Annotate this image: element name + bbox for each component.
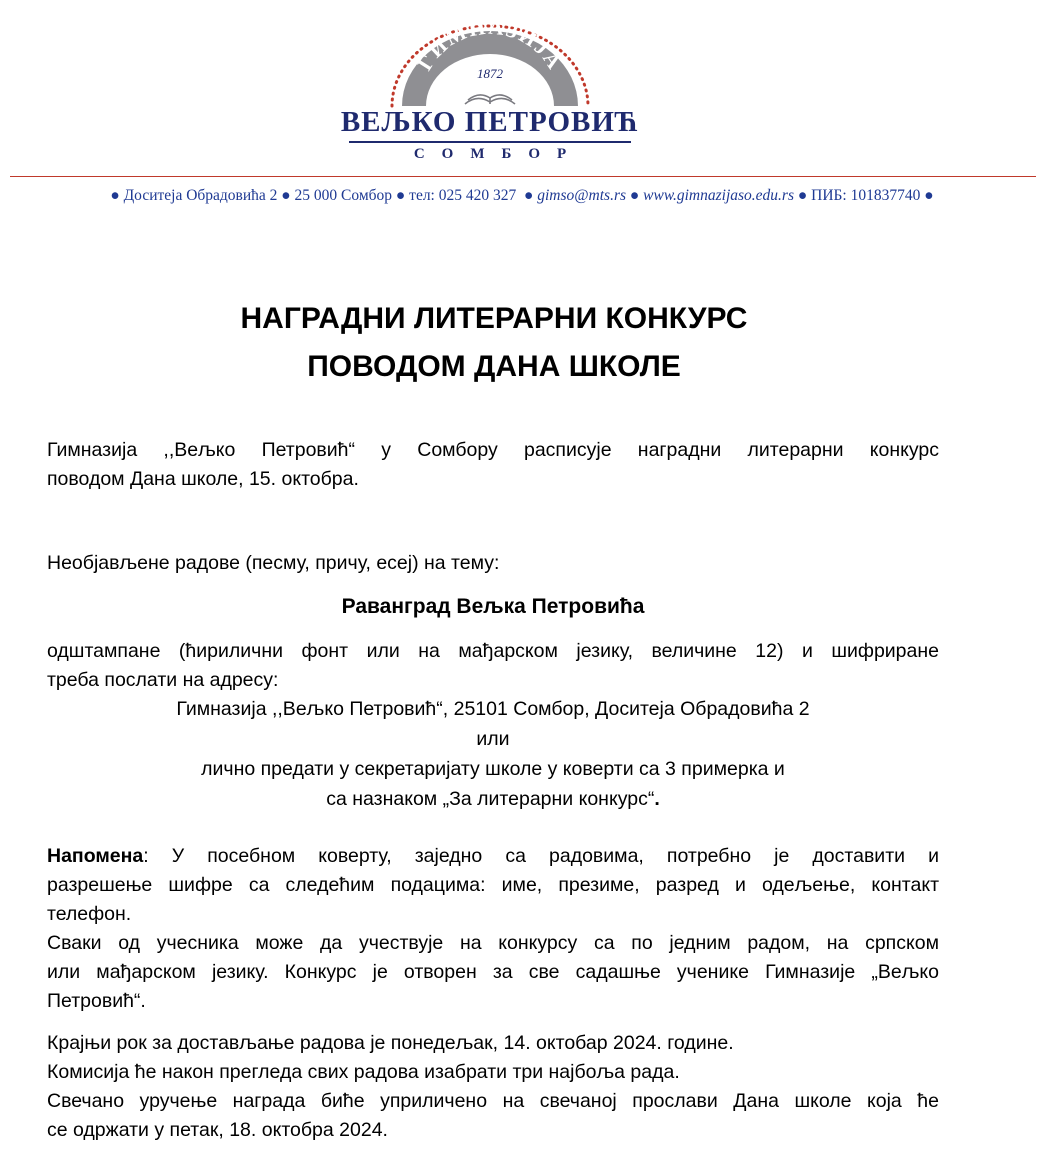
submission-address: Гимназија ,,Вељко Петровић“, 25101 Сомбор, Доситеја Обрадовића 2 (176, 698, 810, 720)
contact-line (0, 187, 1044, 205)
school-emblem-arc (340, 14, 640, 109)
school-city: СОМБОР (413, 146, 584, 162)
deadline-line-4: се одржати у петак, 18. октобра 2024. (47, 1119, 388, 1141)
contact-website[interactable]: www.gimnazijaso.edu.rs (643, 187, 795, 204)
document-title (0, 295, 988, 391)
note-line-2: разрешење шифре са следећим подацима: име, презиме, разред и одељење, контакт (47, 874, 939, 896)
note-line-1 (47, 842, 939, 871)
theme-lead: Необјављене радове (песму, причу, есеј) на тему: (47, 552, 500, 574)
contact-postcode: 25 000 Сомбор (294, 187, 393, 204)
title-line-1: НАГРАДНИ ЛИТЕРАРНИ КОНКУРС (240, 302, 748, 335)
intro-line-1: Гимназија ,,Вељко Петровић“ у Сомбору расписује наградни литерарни конкурс (47, 439, 939, 461)
note-line-5: или мађарском језику. Конкурс је отворен за све садашње ученике Гимназије „Вељко (47, 961, 939, 983)
bullet: ● (797, 187, 808, 204)
note-paragraph (47, 842, 939, 1016)
submission-line-2: треба послати на адресу: (47, 669, 279, 691)
bullet: ● (110, 187, 120, 204)
submission-line-1: одштампане (ћирилични фонт или на мађарском језику, величине 12) и шифриране (47, 640, 939, 662)
bullet: ● (629, 187, 640, 204)
deadline-line-1: Крајњи рок за достављање радова је понедељак, 14. oктобар 2024. године. (47, 1032, 734, 1054)
contact-address: Доситеја Обрадовића 2 (123, 187, 278, 204)
submission-or: или (476, 728, 510, 750)
theme-title: Раванград Вељка Петровића (341, 595, 645, 618)
open-book-icon (465, 95, 515, 104)
deadline-paragraph (47, 1029, 939, 1145)
submission-personal-2-end: . (654, 788, 660, 810)
intro-line-2: поводом Дана школе, 15. oктобра. (47, 468, 359, 490)
submission-paragraph (47, 637, 939, 695)
deadline-line-3: Свечано уручење награда биће уприличено на свечаној прослави Дана школе која ће (47, 1090, 939, 1112)
bullet: ● (395, 187, 406, 204)
submission-personal-1: лично предати у секретаријату школе у коверти са 3 примерка и (201, 758, 785, 780)
contact-pib: ПИБ: 101837740 (811, 187, 921, 204)
note-line-6: Петровић“. (47, 990, 146, 1012)
bullet: ● (524, 187, 534, 204)
title-line-2: ПОВОДОМ ДАНА ШКОЛЕ (307, 350, 681, 383)
note-line-3: телефон. (47, 903, 132, 925)
intro-paragraph (47, 436, 939, 494)
bullet: ● (924, 187, 934, 204)
contact-phone: тел: 025 420 327 (409, 187, 517, 204)
deadline-line-2: Комисија ће након прегледа свих радова изабрати три најбоља рада. (47, 1061, 680, 1083)
founding-year: 1872 (477, 66, 503, 81)
bullet: ● (281, 187, 291, 204)
note-label: Напомена (47, 845, 144, 867)
school-name-underline (349, 141, 631, 143)
submission-personal-2-text: са назнаком „За литерарни конкурс“ (326, 788, 655, 810)
note-line-4: Сваки од учесника може да учествује на конкурсу са по једним радом, на српском (47, 932, 939, 954)
arc-text: ГИМНАЗИЈА (412, 14, 568, 75)
note-line-1-text: : У посебном коверту, заједно са радовима, потребно је доставити и (143, 845, 939, 867)
school-name: ВЕЉКО ПЕТРОВИЋ (340, 106, 640, 138)
contact-email[interactable]: gimso@mts.rs (537, 187, 627, 204)
header-divider (10, 176, 1036, 177)
submission-personal-2 (47, 785, 939, 814)
